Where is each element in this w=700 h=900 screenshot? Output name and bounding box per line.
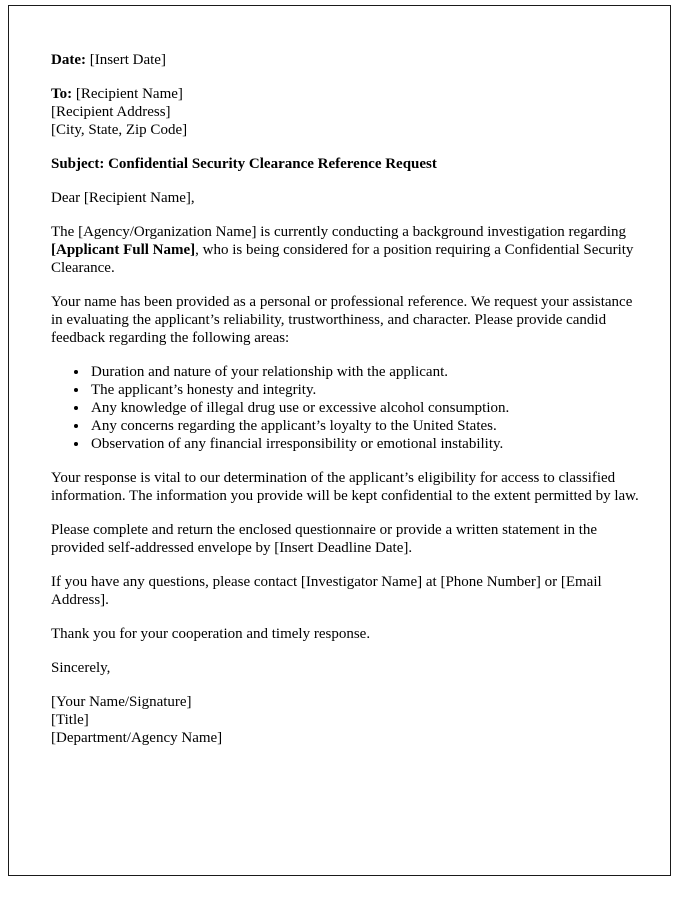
list-item: • The applicant’s honesty and integrity. xyxy=(89,381,640,399)
recipient-city-line: [City, State, Zip Code] xyxy=(51,122,188,138)
date-line xyxy=(51,51,640,69)
signature-name: [Your Name/Signature] xyxy=(51,694,192,710)
letter-content xyxy=(9,6,670,783)
confidentiality-paragraph: Your response is vital to our determination of the applicant’s eligibility for access to classified information. The information you provide will be kept confidential to the extent permitted by law. xyxy=(51,470,639,504)
intro-text-1: The [Agency/Organization Name] is currently conducting a background investigation regarding xyxy=(51,224,626,240)
list-item: • Any concerns regarding the applicant’s loyalty to the United States. xyxy=(89,417,640,435)
recipient-name-line xyxy=(51,85,640,103)
intro-paragraph xyxy=(51,223,640,277)
list-item: • Duration and nature of your relationship with the applicant. xyxy=(89,363,640,381)
request-paragraph: Your name has been provided as a personal or professional reference. We request your assistance in evaluating the applicant’s reliability, trustworthiness, and character. Please provide candid feedback regarding the following areas: xyxy=(51,294,633,346)
date-value: [Insert Date] xyxy=(85,52,166,68)
signature-block xyxy=(51,693,640,747)
feedback-list xyxy=(51,363,640,453)
salutation: Dear [Recipient Name], xyxy=(51,190,195,206)
intro-text-2: , who is being considered for a position requiring a Confidential Security Clearance. xyxy=(51,242,634,276)
thanks-paragraph: Thank you for your cooperation and timely response. xyxy=(51,626,371,642)
list-item: • Observation of any financial irresponsibility or emotional instability. xyxy=(89,435,640,453)
closing: Sincerely, xyxy=(51,660,111,676)
to-label: To: xyxy=(51,86,73,102)
deadline-paragraph: Please complete and return the enclosed questionnaire or provide a written statement in the provided self-addressed envelope by [Insert Deadline Date]. xyxy=(51,522,598,556)
signature-org: [Department/Agency Name] xyxy=(51,730,223,746)
letter-page xyxy=(8,5,671,876)
applicant-name: [Applicant Full Name] xyxy=(51,242,196,258)
list-item: • Any knowledge of illegal drug use or excessive alcohol consumption. xyxy=(89,399,640,417)
recipient-block xyxy=(51,85,640,139)
to-value: [Recipient Name] xyxy=(72,86,183,102)
date-label: Date: xyxy=(51,52,86,68)
contact-paragraph: If you have any questions, please contact [Investigator Name] at [Phone Number] or [Email Address]. xyxy=(51,574,602,608)
subject-line: Subject: Confidential Security Clearance Reference Request xyxy=(51,156,437,172)
signature-title: [Title] xyxy=(51,712,89,728)
recipient-address-line: [Recipient Address] xyxy=(51,104,171,120)
